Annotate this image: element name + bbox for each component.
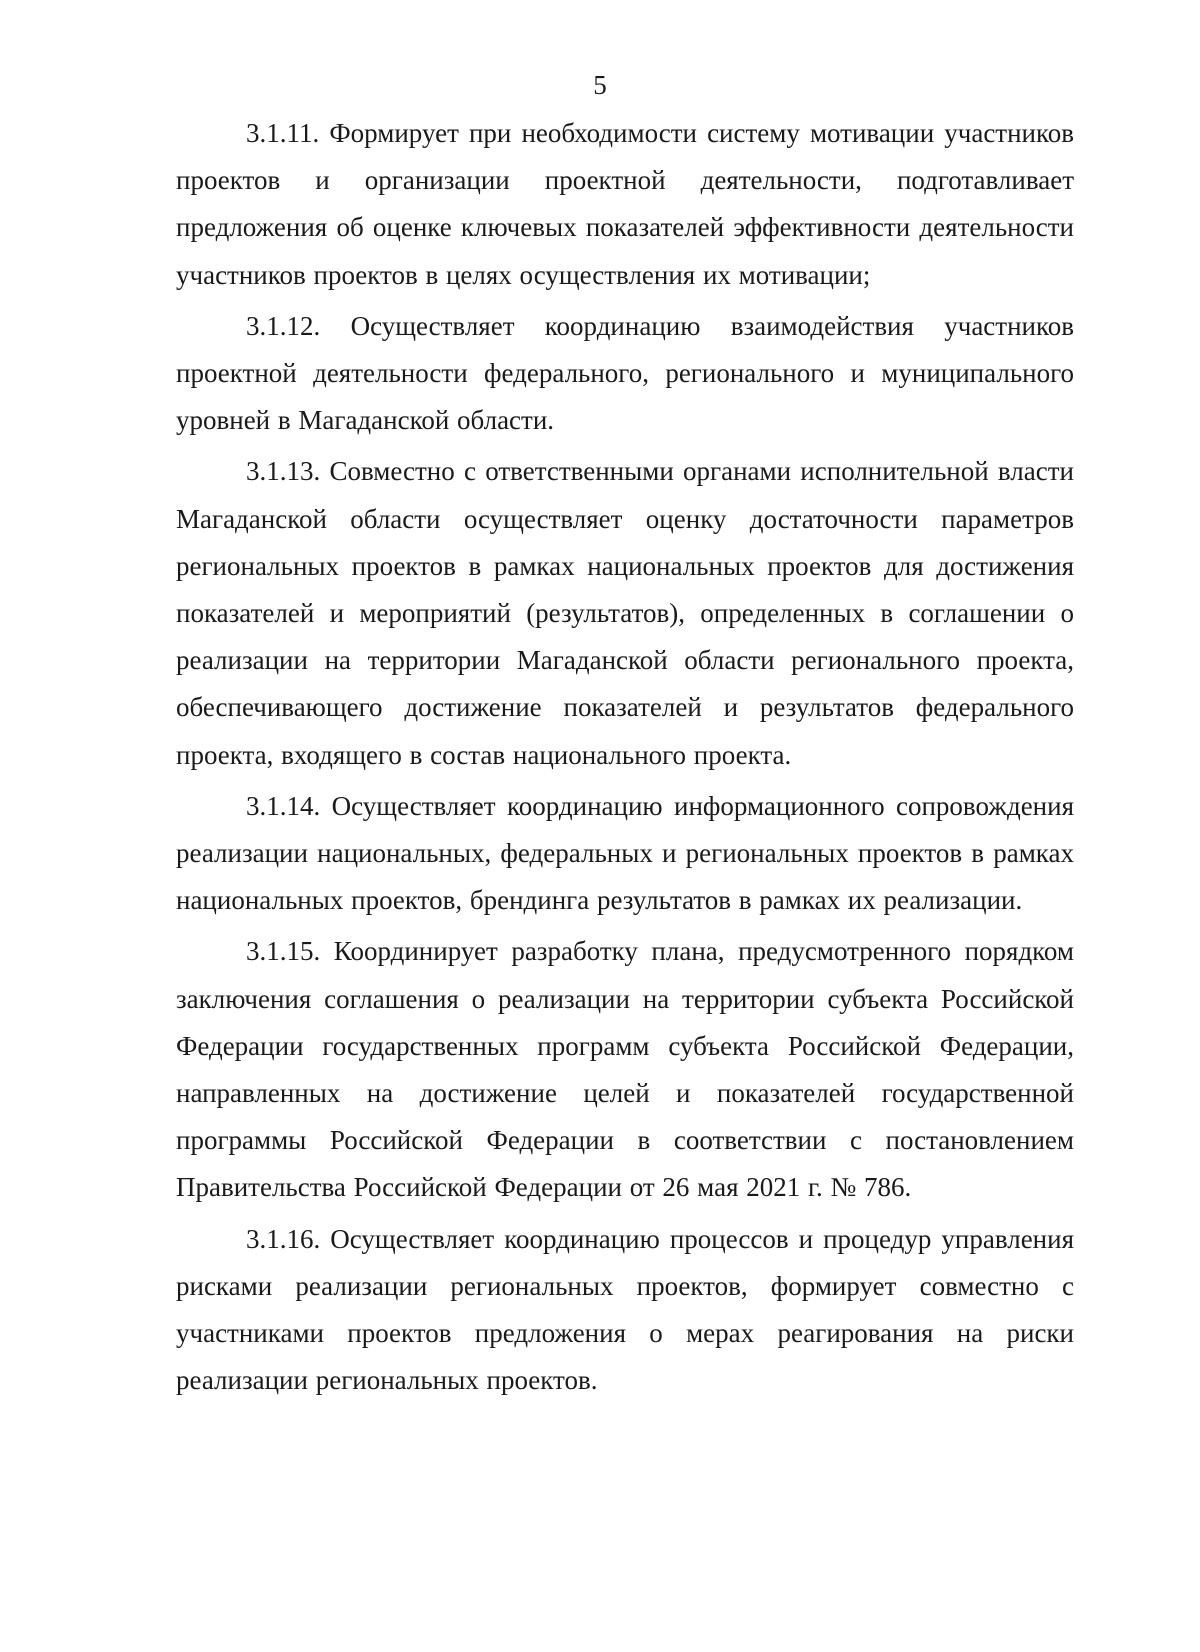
paragraph-3-1-15: 3.1.15. Координирует разработку плана, предусмотренного порядком заключения соглашения о реализации на территории субъекта Российской Федерации государственных программ субъекта Российской Федерации, направленных на достижение целей и показателей государственной программы Российской Федерации в соответствии с постановлением Правительства Российской Федерации от 26 мая 2021 г. № 786. bbox=[176, 936, 1074, 1203]
document-body bbox=[176, 110, 1074, 1404]
paragraph-3-1-16: 3.1.16. Осуществляет координацию процессов и процедур управления рисками реализации региональных проектов, формирует совместно с участниками проектов предложения о мерах реагирования на риски реализации региональных проектов. bbox=[176, 1223, 1074, 1396]
paragraph-3-1-13: 3.1.13. Совместно с ответственными органами исполнительной власти Магаданской области осуществляет оценку достаточности параметров региональных проектов в рамках национальных проектов для достижения показателей и мероприятий (результатов), определенных в соглашении о реализации на территории Магаданской области регионального проекта, обеспечивающего достижение показателей и результатов федерального проекта, входящего в состав национального проекта. bbox=[176, 456, 1074, 770]
page-number: 5 bbox=[593, 70, 607, 100]
paragraph-3-1-14: 3.1.14. Осуществляет координацию информационного сопровождения реализации национальных, федеральных и региональных проектов в рамках национальных проектов, брендинга результатов в рамках их реализации. bbox=[176, 790, 1074, 916]
paragraph-3-1-12: 3.1.12. Осуществляет координацию взаимодействия участников проектной деятельности федерального, регионального и муниципального уровней в Магаданской области. bbox=[176, 310, 1074, 436]
paragraph-3-1-11: 3.1.11. Формирует при необходимости систему мотивации участников проектов и организации проектной деятельности, подготавливает предложения об оценке ключевых показателей эффективности деятельности участников проектов в целях осуществления их мотивации; bbox=[176, 118, 1074, 290]
